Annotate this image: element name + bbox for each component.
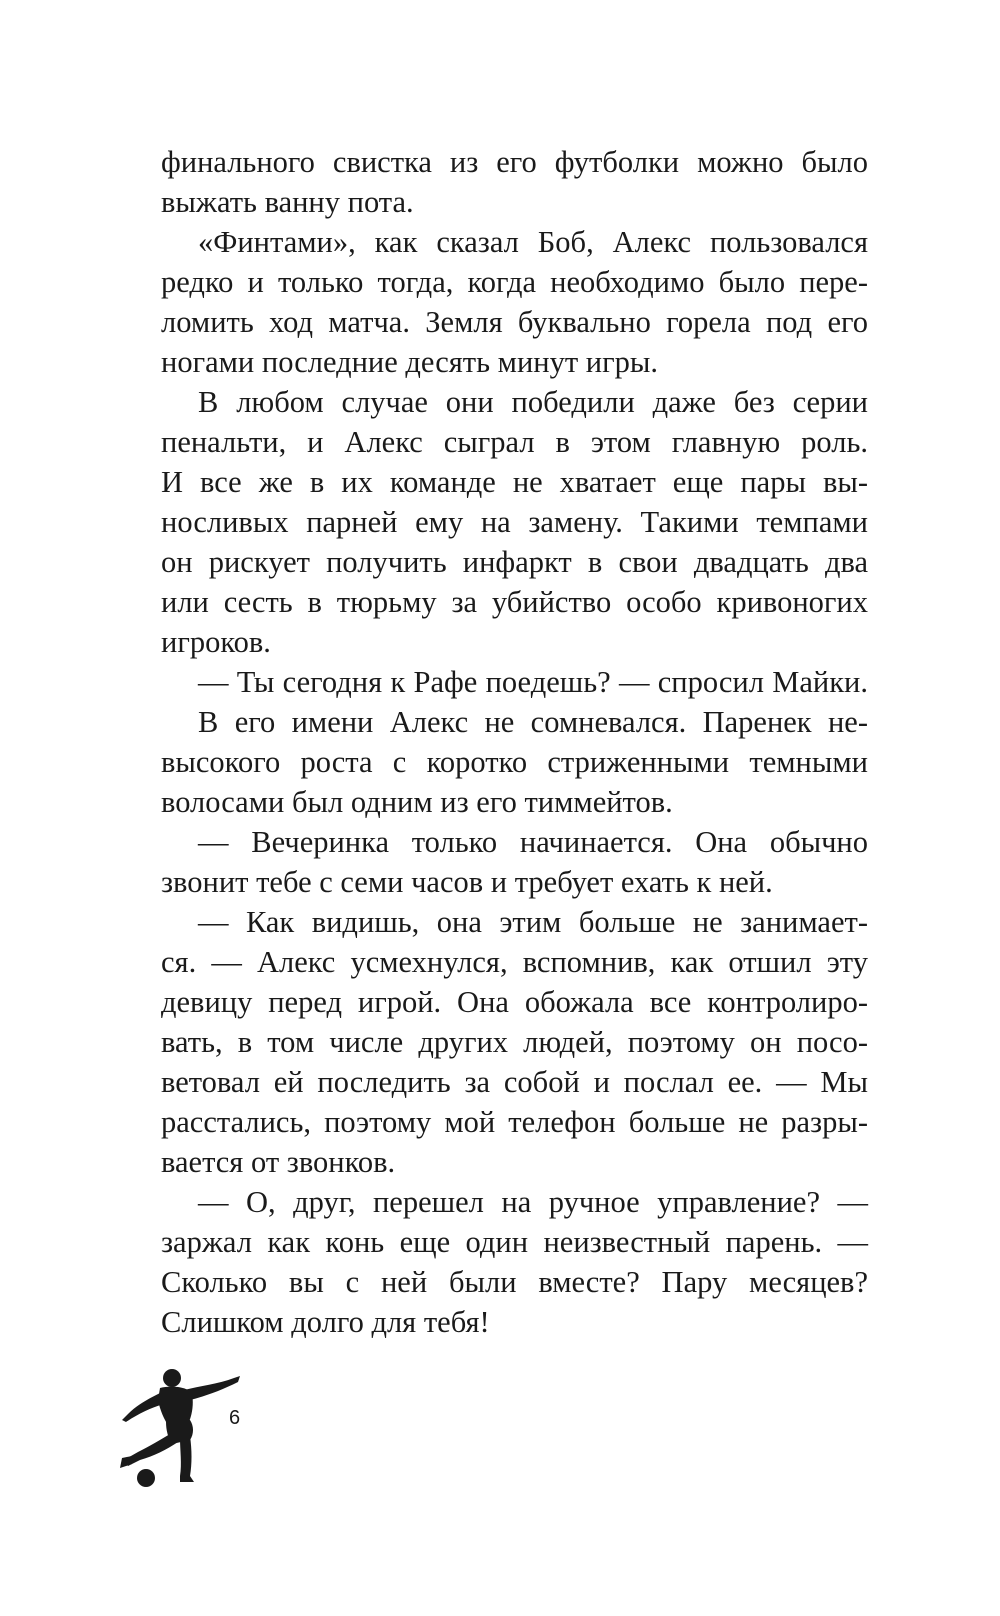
paragraph-4	[161, 662, 868, 702]
text-line: В его имени Алекс не сомневался. Паренек не-	[198, 705, 868, 739]
text-line: девицу перед игрой. Она обожала все контролиро-	[161, 985, 868, 1019]
body-text	[161, 142, 868, 1342]
paragraph-5	[161, 702, 868, 822]
paragraph-7	[161, 902, 868, 1182]
text-line: ногами последние десять минут игры.	[161, 345, 659, 379]
text-line: — Как видишь, она этим больше не занимает-	[198, 905, 868, 939]
text-line: В любом случае они победили даже без серии	[198, 385, 868, 419]
text-line: пенальти, и Алекс сыграл в этом главную роль.	[161, 425, 868, 459]
text-line: «Финтами», как сказал Боб, Алекс пользовался	[198, 225, 868, 259]
text-line: заржал как конь еще один неизвестный парень. —	[161, 1225, 868, 1259]
text-line: редко и только тогда, когда необходимо было пере-	[161, 265, 868, 299]
text-line: игроков.	[161, 625, 271, 659]
text-line: ломить ход матча. Земля буквально горела под его	[161, 305, 868, 339]
text-line: ся. — Алекс усмехнулся, вспомнив, как отшил эту	[161, 945, 868, 979]
text-line: вать, в том числе других людей, поэтому он посо-	[161, 1025, 868, 1059]
text-line: Сколько вы с ней были вместе? Пару месяцев?	[161, 1265, 868, 1299]
text-line: — Ты сегодня к Рафе поедешь? — спросил Майки.	[198, 665, 868, 699]
text-line: он рискует получить инфаркт в свои двадцать два	[161, 545, 868, 579]
paragraph-3	[161, 382, 868, 662]
text-line: выжать ванну пота.	[161, 185, 414, 219]
paragraph-2	[161, 222, 868, 382]
text-line: ветовал ей последить за собой и послал ее. — Мы	[161, 1065, 868, 1099]
paragraph-6	[161, 822, 868, 902]
text-line: волосами был одним из его тиммейтов.	[161, 785, 673, 819]
text-line: — О, друг, перешел на ручное управление? —	[198, 1185, 868, 1219]
paragraph-8	[161, 1182, 868, 1342]
text-line: вается от звонков.	[161, 1145, 396, 1179]
text-line: — Вечеринка только начинается. Она обычно	[198, 825, 868, 859]
page-number: 6	[229, 1407, 241, 1429]
text-line: финального свистка из его футболки можно было	[161, 145, 868, 179]
text-line: высокого роста с коротко стриженными темными	[161, 745, 868, 779]
text-line: носливых парней ему на замену. Такими темпами	[161, 505, 868, 539]
paragraph-1	[161, 142, 868, 222]
text-line: или сесть в тюрьму за убийство особо кривоногих	[161, 585, 868, 619]
text-line: звонит тебе с семи часов и требует ехать к ней.	[161, 865, 773, 899]
text-line: Слишком долго для тебя!	[161, 1305, 490, 1339]
text-line: И все же в их команде не хватает еще пары вы-	[161, 465, 868, 499]
text-line: расстались, поэтому мой телефон больше не разры-	[161, 1105, 868, 1139]
